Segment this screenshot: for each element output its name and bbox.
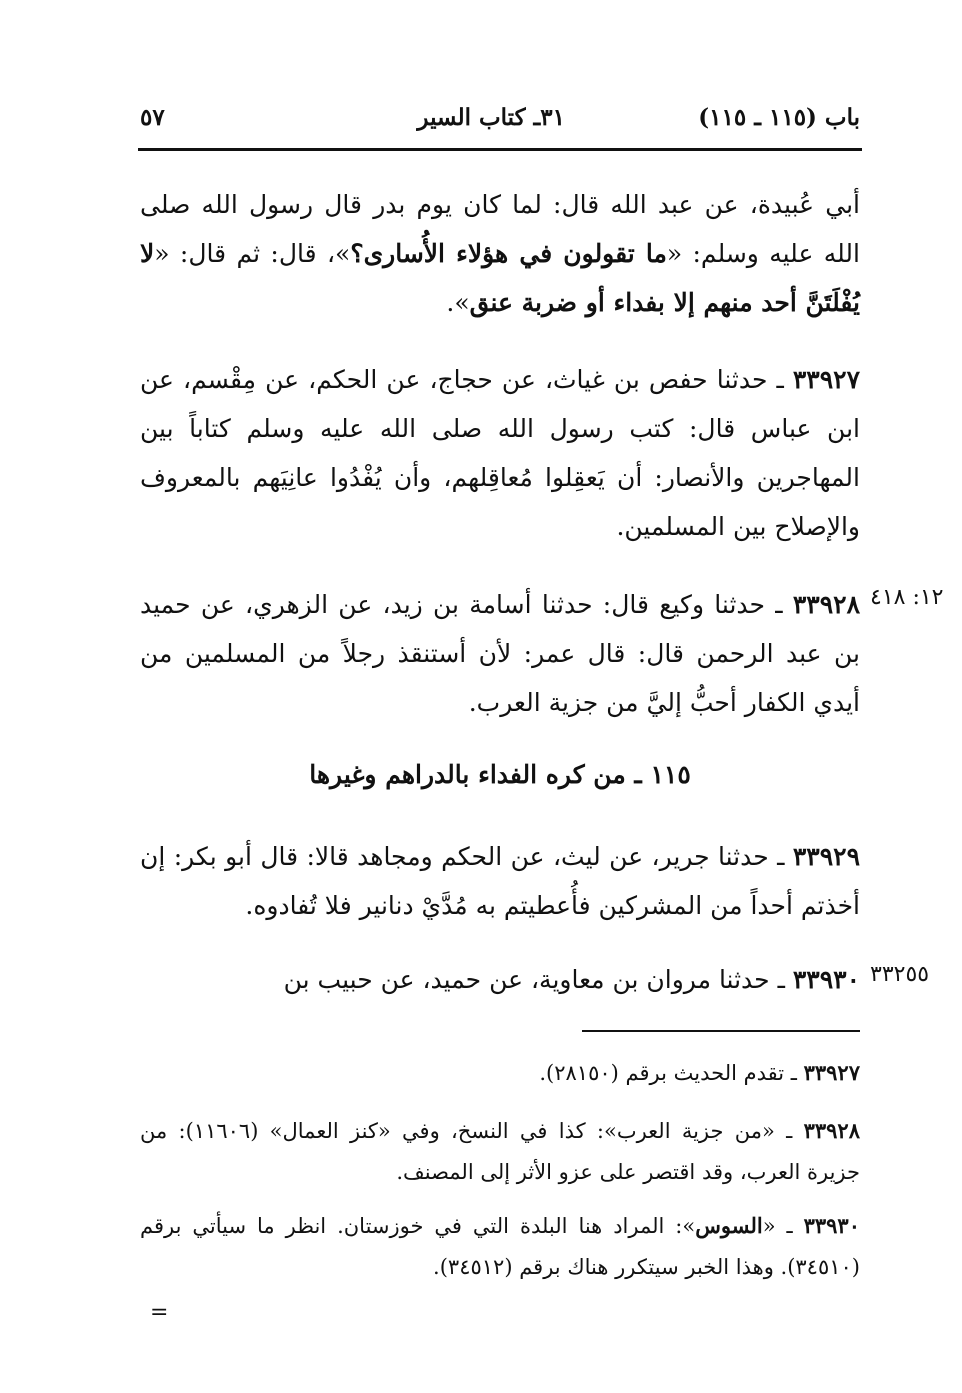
- footnote-text: ـ تقدم الحديث برقم (٢٨١٥٠).: [539, 1061, 804, 1085]
- book-heading: ٣١ـ كتاب السير: [417, 104, 565, 131]
- hadith-text: ـ حدثنا حفص بن غياث، عن حجاج، عن الحكم، عن مِقْسم، عن ابن عباس قال: كتب رسول الله صلى الله عليه وسلم كتاباً بين المهاجرين والأنصار: أن يَعقِلوا مُعاقِلهم، وأن يُفْدُوا عانِيَهم بالمعروف والإصلاح بين المسلمين.: [140, 365, 860, 541]
- footnote-text: »: المراد هنا البلدة التي في خوزستان. انظر ما سيأتي برقم (٣٤٥١٠). وهذا الخبر سيتكرر هناك برقم (٣٤٥١٢).: [140, 1214, 860, 1279]
- footnote-33930: [140, 1205, 860, 1288]
- hadith-number: ٣٣٩٢٨: [792, 590, 860, 619]
- section-title: ١١٥ ـ من كره الفداء بالدراهم وغيرها: [309, 760, 691, 789]
- page-header: [140, 98, 860, 142]
- hadith-text: ـ حدثنا جرير، عن ليث، عن الحكم ومجاهد قالا: قال أبو بكر: إن أخذتم أحداً من المشركين فأُعطيتم به مُدَّيْ دنانير فلا تُفادوه.: [140, 842, 860, 920]
- hadith-number: ٣٣٩٢٩: [792, 842, 860, 871]
- hadith-33928: [140, 580, 860, 727]
- continuation-mark: =: [150, 1300, 169, 1325]
- hadith-33930: [140, 955, 860, 1004]
- footnote-33928: [140, 1110, 860, 1193]
- paragraph-continuation: [140, 180, 860, 327]
- footnote-number: ٣٣٩٢٨: [803, 1118, 860, 1143]
- footnote-text-bold: السوس: [695, 1213, 763, 1238]
- footnote-number: ٣٣٩٢٧: [803, 1060, 860, 1085]
- margin-reference: ٣٣٢٥٥: [870, 962, 930, 987]
- margin-reference: ١٢: ٤١٨: [870, 585, 944, 610]
- text-segment: »، قال: ثم قال: «: [154, 239, 351, 268]
- chapter-heading: باب (١١٥ ـ ١١٥): [698, 104, 860, 131]
- footnote-rule: [582, 1030, 860, 1032]
- hadith-number: ٣٣٩٣٠: [792, 965, 860, 994]
- text-segment-bold: لا يُفْلَتَنَّ أحد منهم إلا بفداء أو ضربة عنق: [140, 239, 860, 317]
- page-number: ٥٧: [140, 104, 165, 131]
- hadith-number: ٣٣٩٢٧: [792, 365, 860, 394]
- hadith-33929: [140, 832, 860, 930]
- hadith-text: ـ حدثنا وكيع قال: حدثنا أسامة بن زيد، عن الزهري، عن حميد بن عبد الرحمن قال: قال عمر: لأن أستنقذ رجلاً من المسلمين من أيدي الكفار أحبُّ إليَّ من جزية العرب.: [140, 590, 860, 717]
- hadith-33927: [140, 355, 860, 551]
- footnote-33927: [140, 1052, 860, 1094]
- footnote-text: ـ «: [762, 1214, 804, 1238]
- footnote-text: ـ «من جزية العرب»: كذا في النسخ، وفي «كنز العمال» (١١٦٠٦): من جزيرة العرب، وقد اقتصر على عزو الأثر إلى المصنف.: [140, 1119, 860, 1184]
- footnote-number: ٣٣٩٣٠: [803, 1213, 860, 1238]
- text-segment-bold: ما تقولون في هؤلاء الأُسارى؟: [350, 239, 667, 268]
- hadith-text: ـ حدثنا مروان بن معاوية، عن حميد، عن حبيب بن: [283, 965, 793, 994]
- text-segment: ».: [446, 288, 470, 317]
- header-rule: [138, 148, 862, 151]
- text-segment: أبي عُبيدة، عن عبد الله قال: لما كان يوم بدر قال رسول الله صلى الله عليه وسلم: «: [140, 190, 860, 268]
